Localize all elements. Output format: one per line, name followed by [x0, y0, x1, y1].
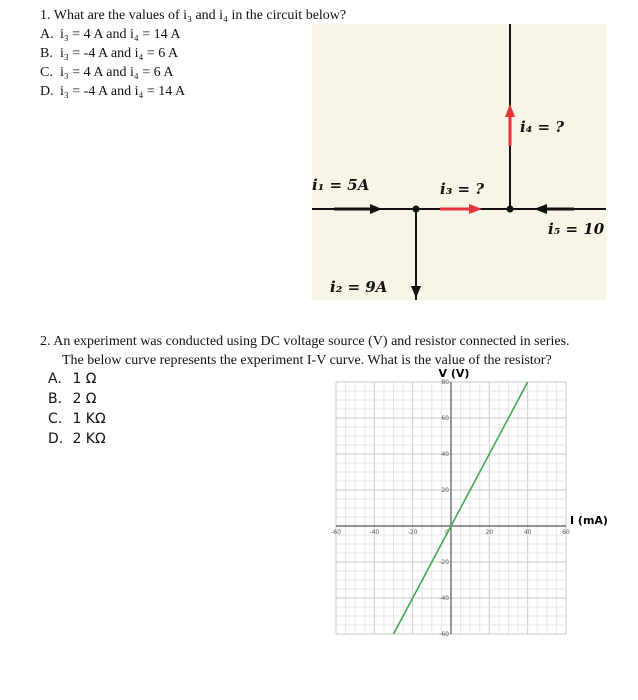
label-i1: i₁ = 5A: [312, 176, 370, 194]
arrow-i3-head: [469, 204, 482, 214]
y-tick-label: -40: [439, 595, 449, 602]
y-tick-label: 60: [441, 415, 449, 422]
option-letter: B.: [40, 46, 53, 61]
option-d[interactable]: [48, 429, 106, 449]
option-text: i₃ = 4 A and i₄ = 6 A: [60, 65, 174, 80]
y-tick-label: 20: [441, 487, 449, 494]
option-letter: A.: [40, 27, 54, 42]
option-text: 2 Ω: [72, 391, 97, 407]
option-d[interactable]: [40, 82, 346, 101]
y-tick-label: -60: [439, 631, 449, 638]
option-c[interactable]: [40, 63, 346, 82]
option-text: i₃ = -4 A and i₄ = 14 A: [60, 84, 186, 99]
question-2: [40, 332, 570, 370]
x-axis-label: I (mA): [570, 514, 608, 527]
x-tick-label: 20: [485, 529, 494, 536]
question-2-options: [48, 369, 106, 449]
option-a[interactable]: [48, 369, 106, 389]
y-axis-label: V (V): [438, 368, 470, 380]
option-b[interactable]: [48, 389, 106, 409]
circuit-svg: [312, 24, 606, 300]
arrow-i4-head: [505, 104, 515, 117]
question-2-line-2: The below curve represents the experiment I-V curve. What is the value of the resistor?: [62, 353, 552, 368]
y-tick-label: 80: [441, 379, 449, 386]
label-i2: i₂ = 9A: [330, 278, 388, 296]
option-letter: A.: [48, 371, 62, 387]
option-letter: C.: [40, 65, 53, 80]
y-tick-label: 40: [441, 451, 449, 458]
node-left: [413, 206, 420, 213]
option-text: 1 KΩ: [72, 411, 106, 427]
option-text: 2 KΩ: [72, 431, 106, 447]
option-letter: B.: [48, 391, 63, 407]
option-a[interactable]: [40, 25, 346, 44]
option-c[interactable]: [48, 409, 106, 429]
label-i5: i₅ = 10: [548, 220, 605, 238]
question-1: [40, 6, 346, 101]
question-2-line-1: 2. An experiment was conducted using DC voltage source (V) and resistor connected in series.: [40, 334, 570, 349]
option-letter: C.: [48, 411, 63, 427]
option-text: i₃ = -4 A and i₄ = 6 A: [60, 46, 179, 61]
circuit-diagram: [312, 24, 606, 300]
x-tick-label: 40: [523, 529, 532, 536]
arrow-i5-head: [534, 204, 547, 214]
option-text: i₃ = 4 A and i₄ = 14 A: [60, 27, 181, 42]
x-tick-label: -40: [369, 529, 380, 536]
option-b[interactable]: [40, 44, 346, 63]
option-letter: D.: [48, 431, 64, 447]
label-i3: i₃ = ?: [440, 180, 485, 198]
y-tick-label: -20: [439, 559, 449, 566]
question-1-prompt: 1. What are the values of i₃ and i₄ in the circuit below?: [40, 8, 347, 23]
node-right: [507, 206, 514, 213]
option-letter: D.: [40, 84, 54, 99]
iv-chart: [330, 368, 630, 638]
arrow-i2-head: [411, 286, 421, 298]
x-tick-label: 60: [562, 529, 570, 536]
x-tick-label: -60: [331, 529, 341, 536]
origin-label: 0: [445, 529, 449, 536]
x-tick-label: -20: [407, 529, 418, 536]
option-text: 1 Ω: [72, 371, 97, 387]
arrow-i1-head: [370, 204, 382, 214]
iv-chart-svg: [330, 368, 630, 638]
label-i4: i₄ = ?: [520, 118, 565, 136]
